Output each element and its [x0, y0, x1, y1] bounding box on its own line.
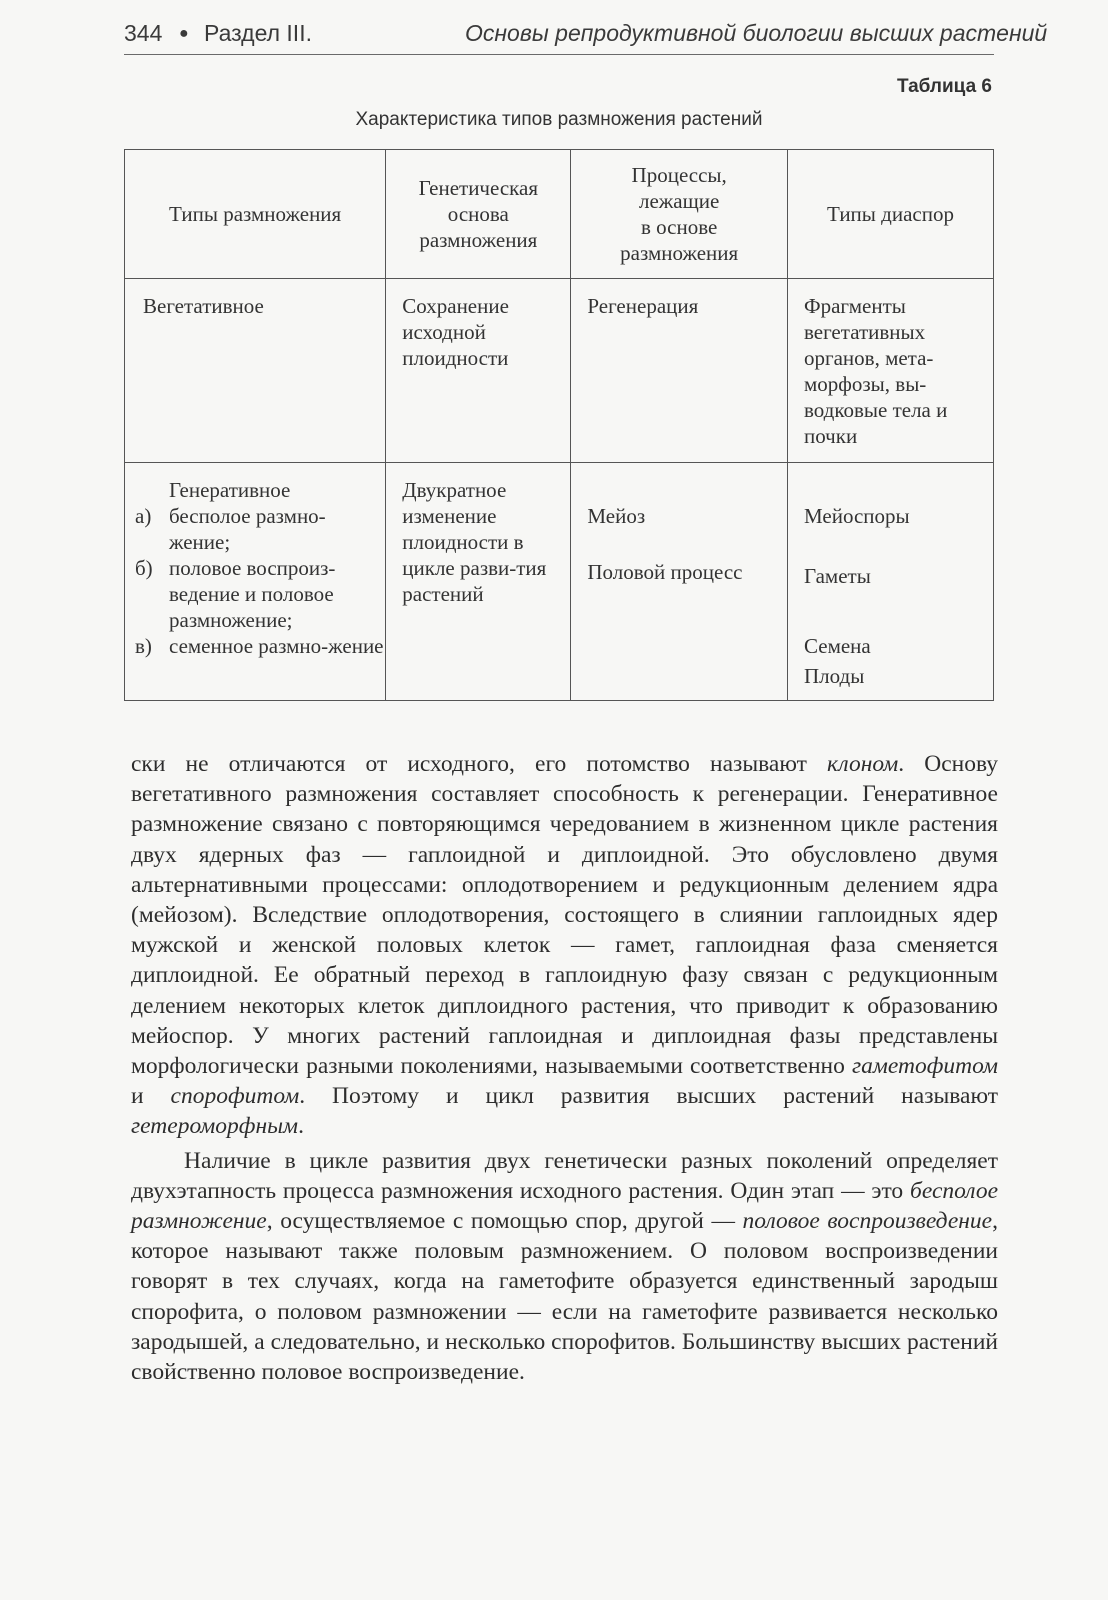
running-header	[124, 14, 1048, 55]
term-sporophyte: спорофитом	[170, 1083, 300, 1110]
header-cell-processes: Процессы, лежащие в основе размножения	[571, 150, 788, 279]
term-asexual: бесполое размножение	[131, 1177, 998, 1235]
header-cell-diaspores: Типы диаспор	[787, 150, 993, 279]
term-sexual-reproduction: половое воспроизведение	[742, 1208, 993, 1235]
body-text	[131, 749, 998, 1387]
list-item: в) семенное размно-жение	[135, 634, 384, 658]
cell-process: Мейоз Половой процесс	[571, 463, 788, 701]
cell-process: Регенерация	[571, 279, 788, 463]
cell-genetic: Сохранение исходной плоидности	[386, 279, 571, 463]
table-row-vegetative	[125, 279, 994, 463]
cell-diaspores: Фрагменты вегетативных органов, мета-морфозы, вы-водковые тела и почки	[787, 279, 993, 463]
term-clone: клоном	[826, 751, 899, 777]
generative-title: Генеративное	[169, 478, 291, 502]
bullet-icon: ●	[179, 25, 189, 42]
term-gametophyte: гаметофитом	[851, 1053, 998, 1080]
list-item: а) бесполое размно-жение;	[135, 504, 326, 554]
list-item: б) половое воспроиз-ведение и половое размножение;	[135, 556, 336, 632]
cell-type: Вегетативное	[125, 279, 386, 463]
paragraph: Наличие в цикле развития двух генетически разных поколений определяет двухэтапность процесса размножения исходного растения. Один этап — это бесполое размножение, осуществляемое с помощью спор, другой — половое воспроизведение, которое называют также половым размножением. О половом воспроизведении говорят в тех случаях, когда на гаметофите образуется единственный зародыш спорофита, о половом размножении — если на гаметофите развивается несколько зародышей, а следовательно, и несколько спорофитов. Большинству высших растений свойственно половое воспроизведение.	[131, 1147, 998, 1386]
page-number: 344	[124, 20, 163, 46]
section-label: Раздел III.	[204, 20, 312, 46]
term-heteromorphic: гетероморфным	[131, 1113, 299, 1140]
table-caption: Характеристика типов размножения растений	[355, 109, 763, 130]
section-title: Основы репродуктивной биологии высших растений	[465, 20, 1048, 46]
reproduction-types-table	[124, 149, 994, 701]
header-cell-types: Типы размножения	[125, 150, 386, 279]
paragraph: ски не отличаются от исходного, его потомство называют клоном. Основу вегетативного размножения составляет способность к регенерации. Генеративное размножение связано с повторяющимся чередованием в жизненном цикле растения двух ядерных фаз — гаплоидной и диплоидной. Это обусловлено двумя альтернативными процессами: оплодотворением и редукционным делением ядра (мейозом). Вследствие оплодотворения, состоящего в слиянии гаплоидных ядер мужской и женской половых клеток — гамет, гаплоидная фаза сменяется диплоидной. Ее обратный переход в гаплоидную фазу связан с редукционным делением некоторых клеток диплоидного растения, что приводит к образованию мейоспор. У многих растений гаплоидная и диплоидная фазы представлены морфологически разными поколениями, называемыми соответственно гаметофитом и спорофитом. Поэтому и цикл развития высших растений называют гетероморфным.	[131, 751, 998, 1140]
cell-diaspores: Мейоспоры Гаметы Семена Плоды	[787, 463, 993, 701]
table-header-row	[125, 150, 994, 279]
cell-genetic: Двукратное изменение плоидности в цикле разви-тия растений	[386, 463, 571, 701]
cell-type	[125, 463, 386, 701]
header-cell-genetic: Генетическая основа размножения	[386, 150, 571, 279]
table-label: Таблица 6	[896, 76, 992, 97]
table-row-generative	[125, 463, 994, 701]
